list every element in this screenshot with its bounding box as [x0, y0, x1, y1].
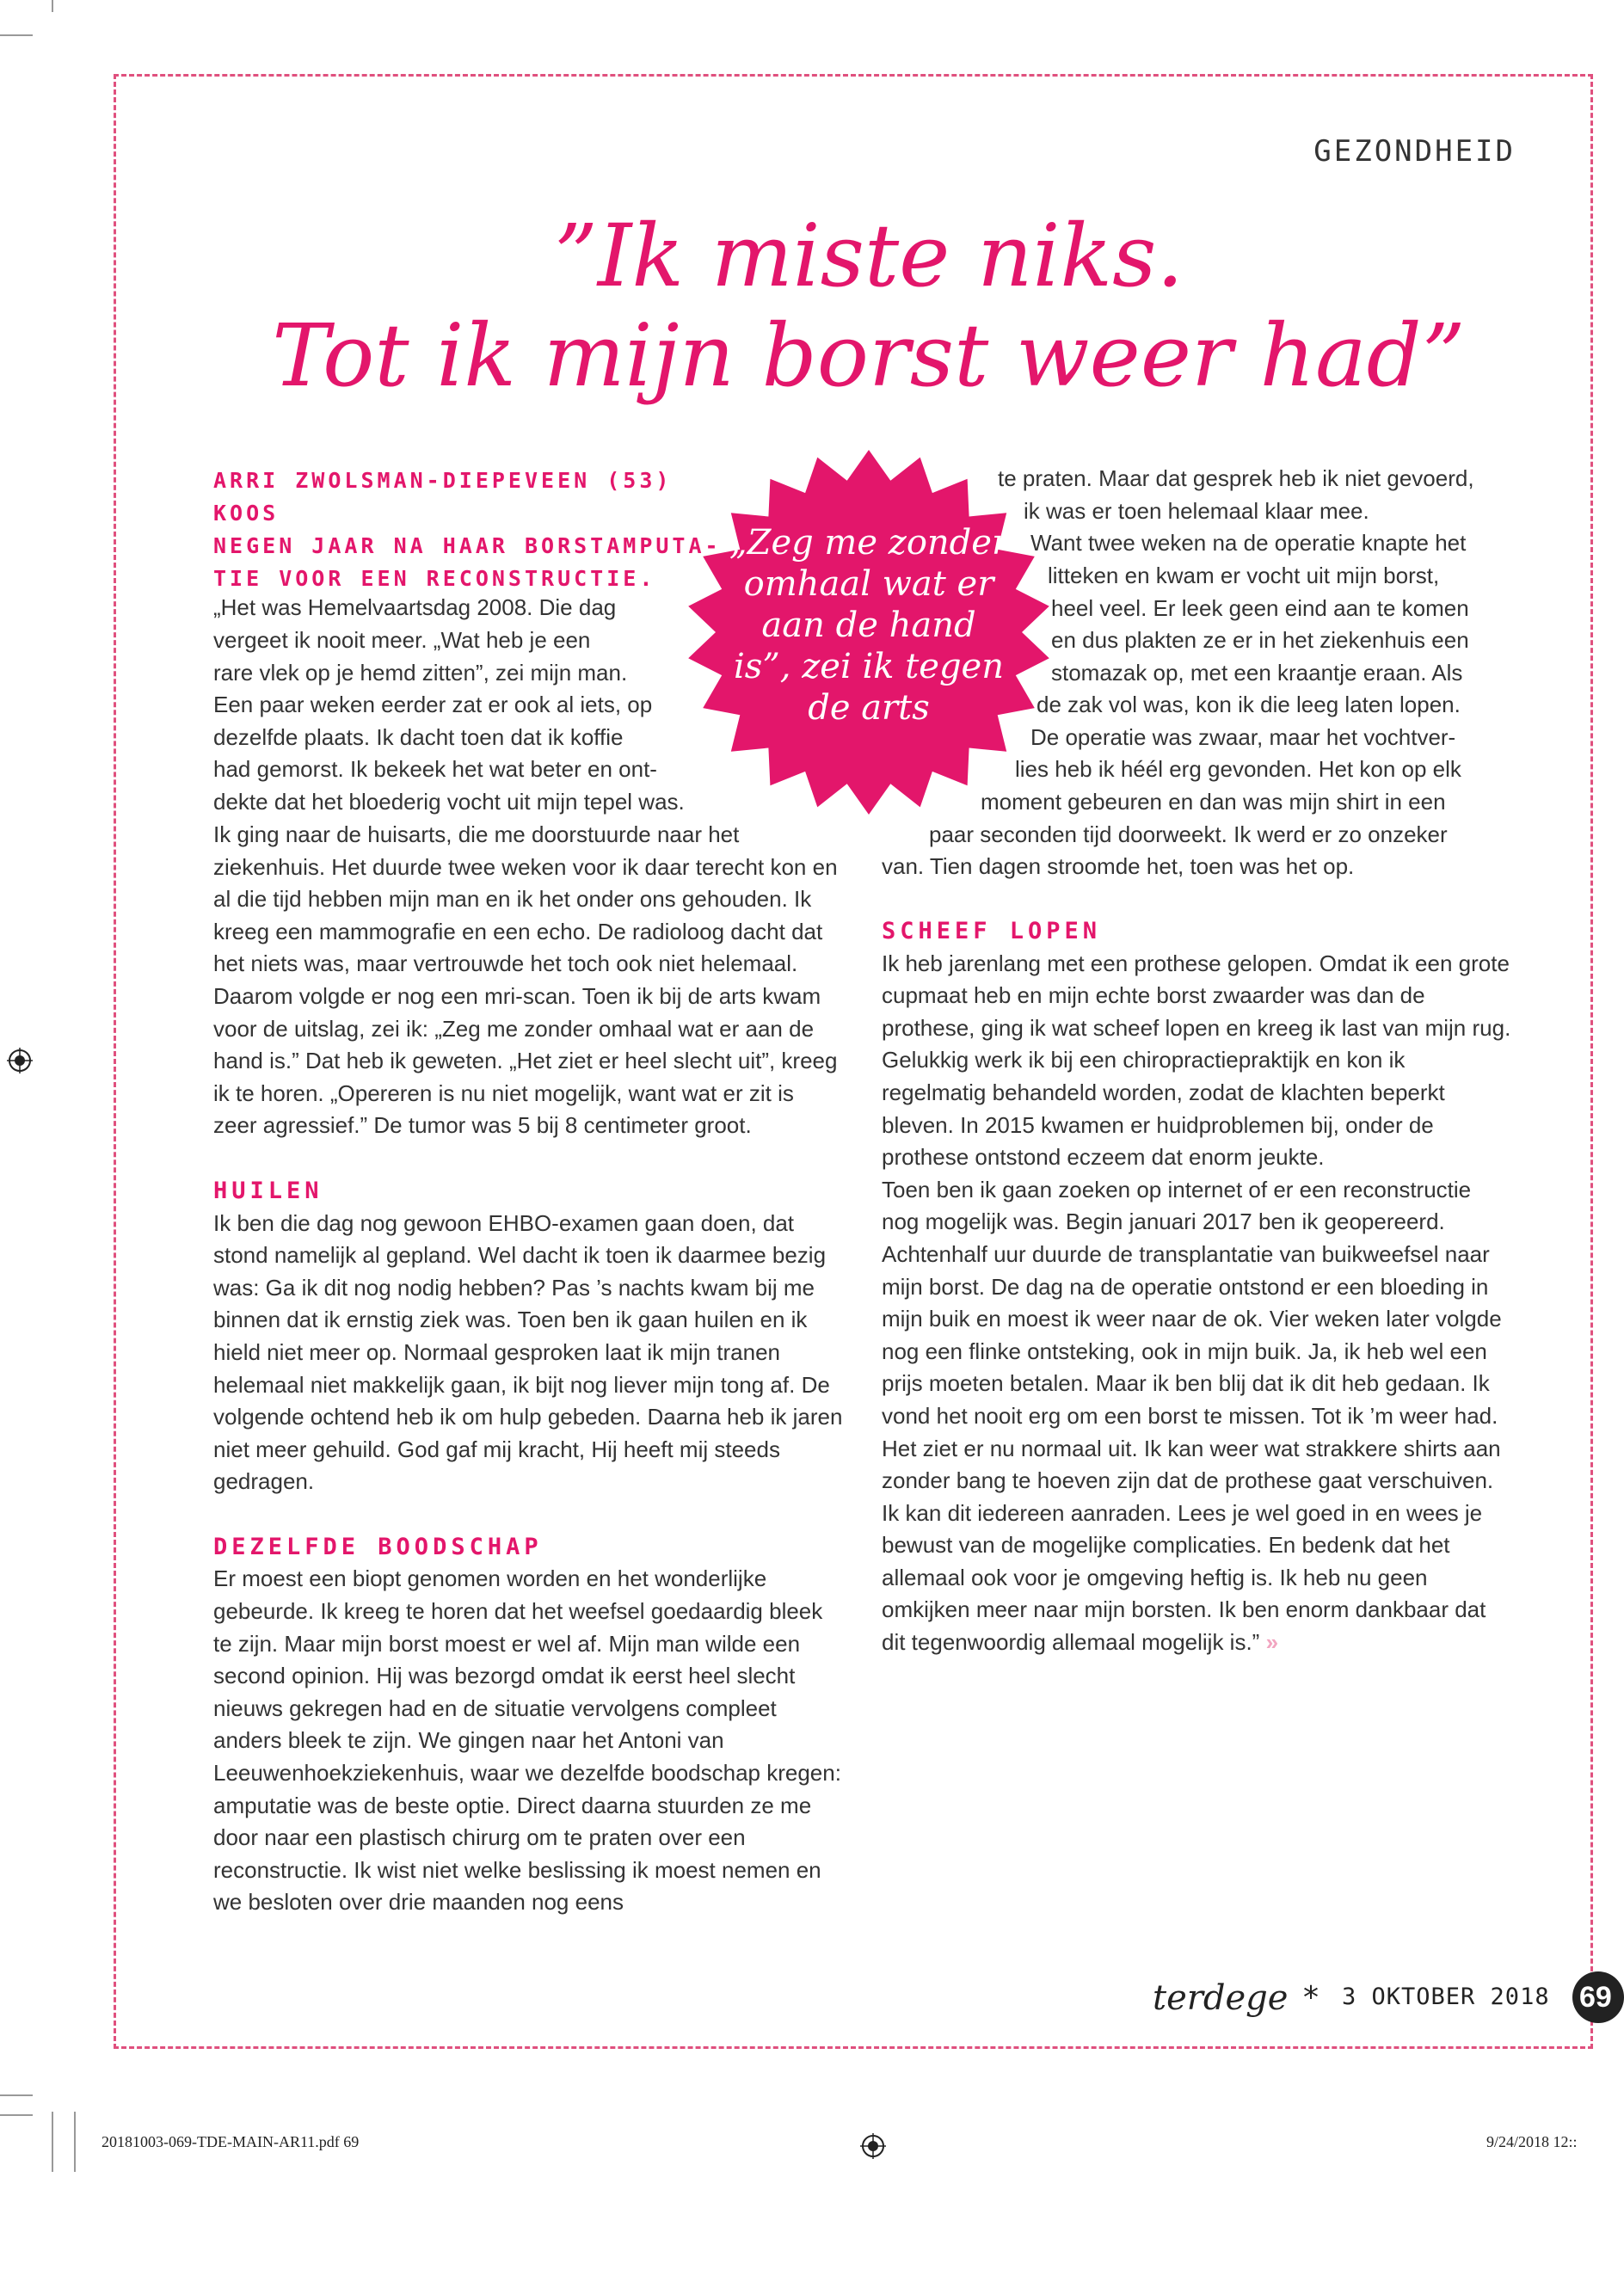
- subhead-scheef-lopen: SCHEEF LOPEN: [882, 918, 1102, 944]
- intro-line-3: TIE VOOR EEN RECONSTRUCTIE.: [213, 566, 656, 591]
- body-line: rare vlek op je hemd zitten”, zei mijn man.: [213, 660, 628, 686]
- intro-lead: [213, 464, 729, 595]
- body-line: stomazak op, met een kraantje eraan. Als: [1051, 660, 1463, 686]
- subhead-huilen: HUILEN: [213, 1177, 323, 1204]
- paragraph: [882, 1174, 1514, 1659]
- crop-mark: [52, 2112, 53, 2172]
- intro-line-2: NEGEN JAAR NA HAAR BORSTAMPUTA-: [213, 533, 722, 558]
- body-line: De operatie was zwaar, maar het vochtver-: [1030, 724, 1456, 750]
- body-line: litteken en kwam er vocht uit mijn borst,: [1048, 563, 1440, 588]
- body-line: lies heb ik héél erg gevonden. Het kon op elk: [1015, 756, 1461, 782]
- body-line: Want twee weken na de operatie knapte het: [1030, 530, 1467, 556]
- crop-mark: [74, 2112, 76, 2172]
- paragraph: Ik ging naar de huisarts, die me doorstuurde naar het ziekenhuis. Het duurde twee weken voor ik daar terecht kon en al die tijd hebben mijn man en ik het onder ons gehouden. Ik kreeg een mammografie en een echo. De radioloog dacht dat het niets was, maar vertrouwde het toch ook niet helemaal. Daarom volgde er nog een mri-scan. Toen ik bij de arts kwam voor de uitslag, zei ik: „Zeg me zonder omhaal wat er aan de hand is.” Dat heb ik geweten. „Het ziet er heel slecht uit”, kreeg ik te horen. „Opereren is nu niet mogelijk, want wat er zit is zeer agressief.” De tumor was 5 bij 8 centimeter groot.: [213, 821, 838, 1139]
- headline-line-1: ”Ik miste niks.: [553, 206, 1184, 306]
- body-line: had gemorst. Ik bekeek het wat beter en ont-: [213, 756, 657, 782]
- crop-mark: [52, 0, 53, 12]
- crop-mark: [0, 34, 33, 36]
- asterisk-icon: *: [1303, 1980, 1319, 2015]
- right-column: [882, 915, 1514, 1659]
- body-line: dekte dat het bloederig vocht uit mijn tepel was.: [213, 789, 685, 815]
- print-slug-file: 20181003-069-TDE-MAIN-AR11.pdf 69: [102, 2133, 360, 2150]
- body-line: ik was er toen helemaal klaar mee.: [1024, 498, 1369, 524]
- print-slug-stamp: 9/24/2018 12::: [1486, 2133, 1578, 2150]
- body-line: te praten. Maar dat gesprek heb ik niet gevoerd,: [998, 465, 1474, 491]
- paragraph: Er moest een biopt genomen worden en het wonderlijke gebeurde. Ik kreeg te horen dat het weefsel goedaardig bleek te zijn. Maar mijn borst moest er wel af. Mijn man wilde een second opinion. Hij was bezorgd omdat ik eerst heel slecht nieuws gekregen had en de situatie vervolgens compleet anders bleek te zijn. We gingen naar het Antoni van Leeuwenhoekziekenhuis, waar we dezelfde boodschap kregen: amputatie was de beste optie. Direct daarna stuurden ze me door naar een plastisch chirurg om te praten over een reconstructie. Ik wist niet welke beslissing ik moest nemen en we besloten over drie maanden nog eens: [213, 1565, 841, 1916]
- paragraph-text: Toen ben ik gaan zoeken op internet of er een reconstructie nog mogelijk was. Begin januari 2017 ben ik geopereerd. Achtenhalf uur duurde de transplantatie van buikweefsel naar mijn borst. De dag na de operatie ontstond er een bloeding in mijn buik en moest ik weer naar de ok. Vier weken later volgde nog een flinke ontsteking, ook in mijn buik. Ja, ik heb wel een prijs moeten betalen. Maar ik ben blij dat ik dit heb gedaan. Ik vond het nooit erg om een borst te missen. Tot ik ’m weer had. Het ziet er nu normaal uit. Ik kan weer wat strakkere shirts aan zonder bang te hoeven zijn dat de prothese gaat verschuiven. Ik kan dit iedereen aanraden. Lees je wel goed in en wees je bewust van de mogelijke complicaties. En bedenk dat het allemaal ook voor je omgeving heftig is. Ik heb nu geen omkijken meer naar mijn borsten. Ik ben enorm dankbaar dat dit tegenwoordig allemaal mogelijk is.”: [882, 1176, 1502, 1656]
- pull-quote-line: omhaal wat er: [743, 564, 994, 604]
- body-line: van. Tien dagen stroomde het, toen was het op.: [882, 853, 1355, 879]
- page-number: 69: [1572, 1971, 1624, 2023]
- body-line: Een paar weken eerder zat er ook al iets, op: [213, 692, 653, 717]
- pull-quote: [710, 522, 1028, 729]
- headline: [155, 206, 1583, 406]
- body-line: en dus plakten ze er in het ziekenhuis een: [1051, 627, 1469, 653]
- pull-quote-line: „Zeg me zonder: [729, 523, 1009, 563]
- registration-mark-icon: [860, 2133, 886, 2159]
- end-mark-icon: »: [1265, 1629, 1279, 1656]
- subhead-dezelfde-boodschap: DEZELFDE BOODSCHAP: [213, 1533, 543, 1560]
- pull-quote-line: aan de hand: [761, 606, 976, 645]
- magazine-logo: terdege: [1153, 1978, 1289, 2018]
- paragraph: Ik heb jarenlang met een prothese gelopen. Omdat ik een grote cupmaat heb en mijn echte borst zwaarder was dan de prothese, ging ik wat scheef lopen en kreeg ik last van mijn rug. Gelukkig werk ik bij een chiropractiepraktijk en kon ik regelmatig behandeld worden, zodat de klachten beperkt bleven. In 2015 kwamen er huidproblemen bij, onder de prothese ontstond eczeem dat enorm jeukte.: [882, 950, 1511, 1171]
- crop-mark: [0, 2114, 33, 2116]
- headline-line-2: Tot ik mijn borst weer had”: [272, 305, 1466, 406]
- section-tag: GEZONDHEID: [1313, 134, 1516, 169]
- body-line: moment gebeuren en dan was mijn shirt in een: [981, 789, 1446, 815]
- pull-quote-line: is”, zei ik tegen: [734, 647, 1004, 686]
- crop-mark: [0, 2094, 33, 2096]
- body-line: dezelfde plaats. Ik dacht toen dat ik koffie: [213, 724, 624, 750]
- paragraph: Ik ben die dag nog gewoon EHBO-examen gaan doen, dat stond namelijk al gepland. Wel dacht ik toen ik daarmee bezig was: Ga ik dit nog nodig hebben? Pas ’s nachts kwam bij me binnen dat ik ernstig ziek was. Toen ben ik gaan huilen en ik hield niet meer op. Normaal gesproken laat ik mijn tranen helemaal niet makkelijk gaan, ik bijt nog liever mijn tong af. De volgende ochtend heb ik om hulp gebeden. Daarna heb ik jaren niet meer gehuild. God gaf mij kracht, Hij heeft mij steeds gedragen.: [213, 1209, 843, 1495]
- pull-quote-line: de arts: [808, 688, 930, 728]
- left-column: [213, 819, 843, 1919]
- intro-line-1: ARRI ZWOLSMAN-DIEPEVEEN (53) KOOS: [213, 468, 673, 526]
- body-line: de zak vol was, kon ik die leeg laten lopen.: [1037, 692, 1461, 717]
- issue-date: 3 OKTOBER 2018: [1342, 1984, 1550, 2010]
- body-line: paar seconden tijd doorweekt. Ik werd er zo onzeker: [929, 821, 1448, 847]
- registration-mark-icon: [7, 1048, 33, 1073]
- body-line: „Het was Hemelvaartsdag 2008. Die dag: [213, 594, 617, 620]
- body-line: heel veel. Er leek geen eind aan te komen: [1051, 595, 1469, 621]
- body-line: vergeet ik nooit meer. „Wat heb je een: [213, 627, 591, 653]
